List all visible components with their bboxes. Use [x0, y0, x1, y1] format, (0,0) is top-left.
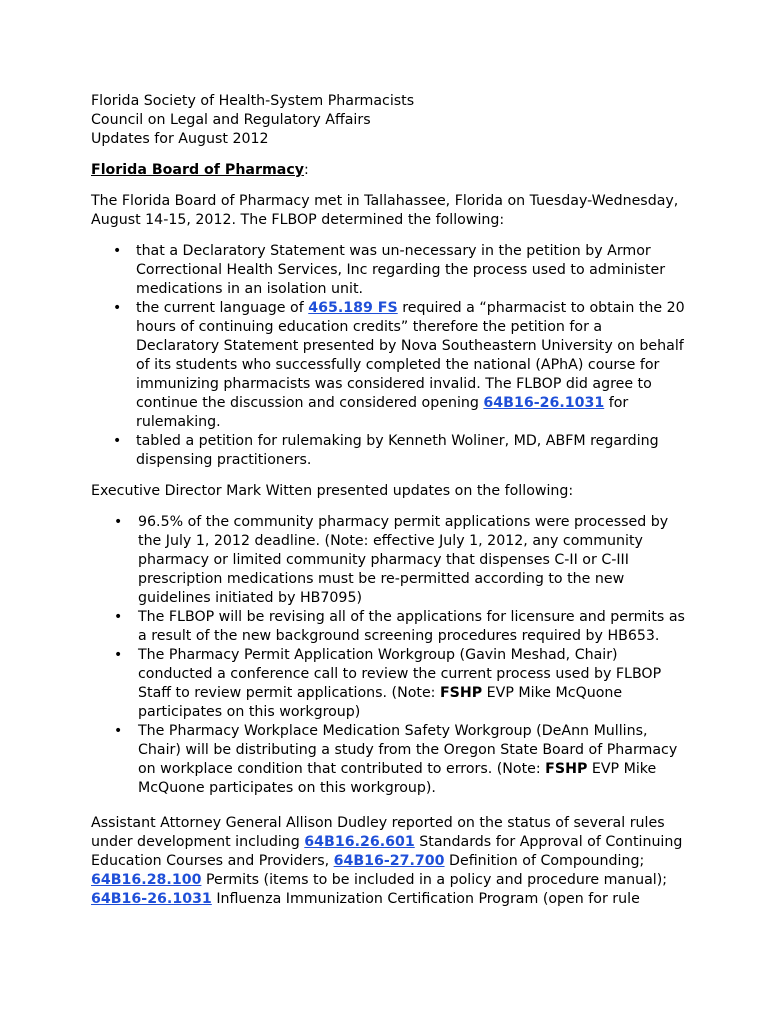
list-item-line — [136, 394, 688, 413]
list-item — [91, 242, 688, 299]
list-item-line: 96.5% of the community pharmacy permit applications were processed by — [138, 514, 669, 530]
list-item-line: McQuone participates on this workgroup). — [138, 780, 436, 796]
text-segment: for — [604, 395, 629, 411]
list-item-line: Chair) will be distributing a study from the Oregon State Board of Pharmacy — [138, 742, 678, 758]
bullet-icon: • — [114, 609, 123, 625]
flbop-determinations-list — [91, 242, 688, 470]
text-segment: EVP Mike McQuone — [482, 685, 623, 701]
list-item-line: pharmacy or limited community pharmacy that dispenses C-II or C-III — [138, 552, 629, 568]
header-council: Council on Legal and Regulatory Affairs — [91, 112, 371, 128]
text-segment: required a “pharmacist to obtain the 20 — [397, 300, 685, 316]
paragraph-line — [91, 871, 688, 890]
rule-link-64b16-27-700[interactable]: 64B16-27.700 — [333, 853, 445, 869]
list-item-line: Declaratory Statement presented by Nova Southeastern University on behalf — [136, 338, 684, 354]
rule-link-64b16-28-100[interactable]: 64B16.28.100 — [91, 872, 202, 888]
text-segment: Influenza Immunization Certification Program (open for rule — [211, 891, 640, 907]
rule-link-64b16-26-1031-b[interactable]: 64B16-26.1031 — [91, 891, 212, 907]
list-item-line: tabled a petition for rulemaking by Kenneth Woliner, MD, ABFM regarding — [136, 433, 659, 449]
list-item-line: conducted a conference call to review the current process used by FLBOP — [138, 666, 662, 682]
list-item-line: The FLBOP will be revising all of the applications for licensure and permits as — [138, 609, 685, 625]
list-item — [91, 608, 688, 646]
section-heading — [91, 161, 688, 180]
list-item-line: a result of the new background screening procedures required by HB653. — [138, 628, 660, 644]
attorney-paragraph — [91, 814, 688, 909]
fshp-label: FSHP — [439, 685, 483, 701]
list-item-line: Correctional Health Services, Inc regarding the process used to administer — [136, 262, 666, 278]
list-item-line — [138, 760, 688, 779]
text-segment: continue the discussion and considered opening — [136, 395, 484, 411]
list-item — [91, 646, 688, 722]
statute-link-465-189[interactable]: 465.189 FS — [308, 300, 398, 316]
list-item-line: medications in an isolation unit. — [136, 281, 364, 297]
list-item-line: hours of continuing education credits” therefore the petition for a — [136, 319, 603, 335]
list-item-line — [138, 684, 688, 703]
intro-paragraph — [91, 192, 688, 230]
bullet-icon: • — [113, 300, 122, 316]
director-updates-list — [91, 513, 688, 798]
list-item-line — [136, 299, 688, 318]
text-segment: Education Courses and Providers, — [91, 853, 334, 869]
paragraph-line — [91, 833, 688, 852]
list-item-line: prescription medications must be re-permitted according to the new — [138, 571, 625, 587]
list-item-line: The Pharmacy Permit Application Workgroup (Gavin Meshad, Chair) — [138, 647, 618, 663]
paragraph-line — [91, 852, 688, 871]
text-segment: Standards for Approval of Continuing — [414, 834, 683, 850]
intro-line: The Florida Board of Pharmacy met in Tallahassee, Florida on Tuesday-Wednesday, — [91, 193, 679, 209]
list-item — [91, 513, 688, 608]
document-header — [91, 92, 688, 149]
bullet-icon: • — [113, 433, 122, 449]
bullet-icon: • — [114, 514, 123, 530]
bullet-icon: • — [114, 723, 123, 739]
text-segment: Staff to review permit applications. (Note: — [138, 685, 440, 701]
header-organization: Florida Society of Health-System Pharmacists — [91, 93, 415, 109]
list-item — [91, 722, 688, 798]
rule-link-64b16-26-1031[interactable]: 64B16-26.1031 — [483, 395, 605, 411]
list-item — [91, 299, 688, 432]
bullet-icon: • — [114, 647, 123, 663]
text-segment: EVP Mike — [587, 761, 657, 777]
section-title: Florida Board of Pharmacy — [91, 162, 304, 178]
bullet-icon: • — [113, 243, 122, 259]
text-segment: under development including — [91, 834, 305, 850]
rule-link-64b16-26-601[interactable]: 64B16.26.601 — [304, 834, 415, 850]
list-item-line: dispensing practitioners. — [136, 452, 312, 468]
list-item-line: The Pharmacy Workplace Medication Safety Workgroup (DeAnn Mullins, — [138, 723, 648, 739]
list-item-line: that a Declaratory Statement was un-necessary in the petition by Armor — [136, 243, 651, 259]
list-item-line: guidelines initiated by HB7095) — [138, 590, 363, 606]
list-item — [91, 432, 688, 470]
intro-line: August 14-15, 2012. The FLBOP determined the following: — [91, 212, 505, 228]
paragraph-line — [91, 890, 688, 909]
text-segment: Permits (items to be included in a policy and procedure manual); — [201, 872, 668, 888]
list-item-line: rulemaking. — [136, 414, 221, 430]
fshp-label: FSHP — [545, 761, 588, 777]
text-segment: the current language of — [136, 300, 309, 316]
list-item-line: participates on this workgroup) — [138, 704, 361, 720]
text-segment: on workplace condition that contributed to errors. (Note: — [138, 761, 546, 777]
list-item-line: immunizing pharmacists was considered invalid. The FLBOP did agree to — [136, 376, 652, 392]
section-title-colon: : — [304, 162, 309, 178]
list-item-line: the July 1, 2012 deadline. (Note: effective July 1, 2012, any community — [138, 533, 643, 549]
header-update-date: Updates for August 2012 — [91, 131, 269, 147]
text-segment: Definition of Compounding; — [444, 853, 645, 869]
director-intro: Executive Director Mark Witten presented updates on the following: — [91, 483, 574, 499]
paragraph-line: Assistant Attorney General Allison Dudley reported on the status of several rules — [91, 815, 665, 831]
list-item-line: of its students who successfully completed the national (APhA) course for — [136, 357, 660, 373]
